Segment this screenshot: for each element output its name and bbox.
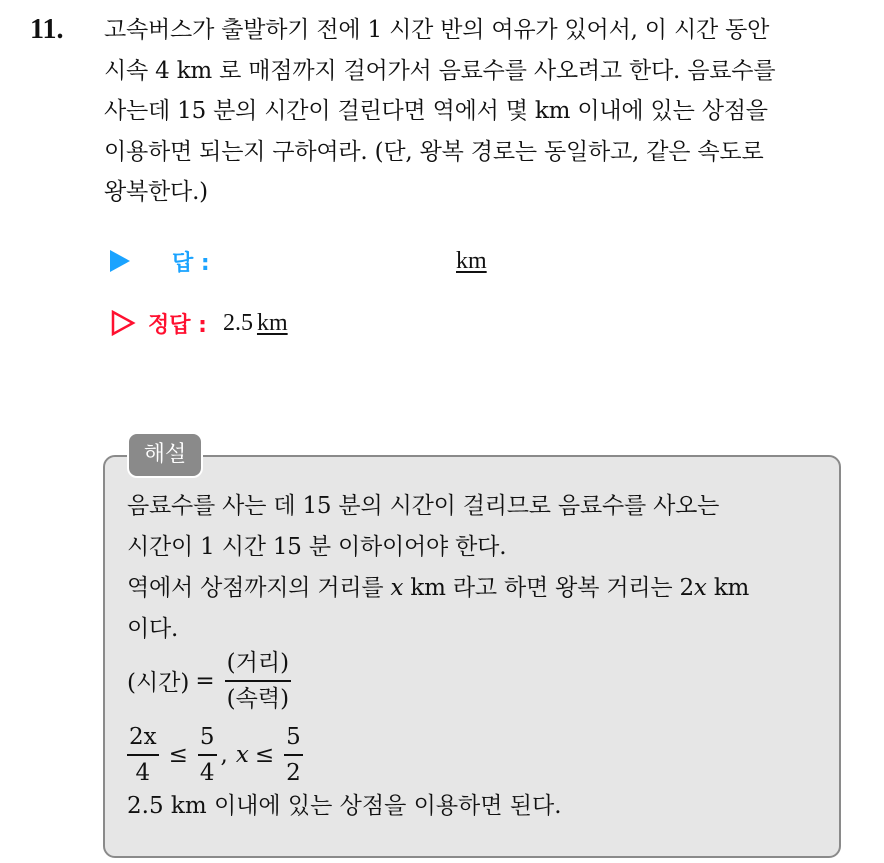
formula-inequality <box>127 722 307 788</box>
fraction <box>198 722 217 788</box>
outline-play-icon <box>110 310 136 336</box>
fraction-denominator: 4 <box>199 759 215 786</box>
equals-sign: = <box>195 667 215 694</box>
question-number: 11. <box>30 14 64 45</box>
fraction-numerator: 2x <box>129 724 157 750</box>
fraction <box>284 722 303 788</box>
question-line: 왕복한다.) <box>104 179 208 205</box>
fraction-numerator: 5 <box>199 724 215 750</box>
fraction <box>127 722 159 788</box>
play-icon <box>110 250 130 272</box>
fraction-denominator: 4 <box>135 759 151 786</box>
solution-line: 음료수를 사는 데 15 분의 시간이 걸리므로 음료수를 사오는 <box>127 493 720 519</box>
leq-sign: ≤ <box>168 741 188 768</box>
question-line: 고속버스가 출발하기 전에 1 시간 반의 여유가 있어서, 이 시간 동안 <box>104 17 770 43</box>
variable-x: x <box>235 741 249 768</box>
question-line: 이용하면 되는지 구하여라. (단, 왕복 경로는 동일하고, 같은 속도로 <box>104 138 764 165</box>
solution-text <box>127 486 827 650</box>
answer-row <box>110 244 487 278</box>
solution-line: 시간이 1 시간 15 분 이하이어야 한다. <box>127 534 507 560</box>
fraction-numerator: 5 <box>286 724 301 750</box>
solution-line: 이다. <box>127 616 179 642</box>
solution-conclusion: 2.5 km 이내에 있는 상점을 이용하면 된다. <box>127 793 562 819</box>
comma: , <box>220 741 228 768</box>
fraction-denominator: 2 <box>286 759 301 786</box>
correct-answer-row <box>110 306 288 340</box>
formula-distance-speed <box>127 648 295 714</box>
question-line: 사는데 15 분의 시간이 걸린다면 역에서 몇 km 이내에 있는 상점을 <box>104 98 768 124</box>
solution-tab: 해설 <box>127 432 203 478</box>
formula-lhs: (시간) <box>127 670 190 697</box>
leq-sign: ≤ <box>254 741 275 768</box>
correct-answer-value: 2.5 <box>222 309 253 336</box>
fraction-numerator: (거리) <box>226 650 290 676</box>
solution-line: 역에서 상점까지의 거리를 x km 라고 하면 왕복 거리는 2x km <box>127 575 750 601</box>
question-line: 시속 4 km 로 매점까지 걸어가서 음료수를 사오려고 한다. 음료수를 <box>104 57 776 84</box>
answer-unit[interactable]: km <box>456 248 487 274</box>
correct-answer-unit: km <box>256 309 288 336</box>
question-text <box>104 10 864 213</box>
fraction-denominator: (속력) <box>226 685 290 712</box>
correct-answer-label: 정답 : <box>148 312 207 338</box>
fraction <box>225 648 291 714</box>
answer-label: 답 : <box>172 250 210 276</box>
